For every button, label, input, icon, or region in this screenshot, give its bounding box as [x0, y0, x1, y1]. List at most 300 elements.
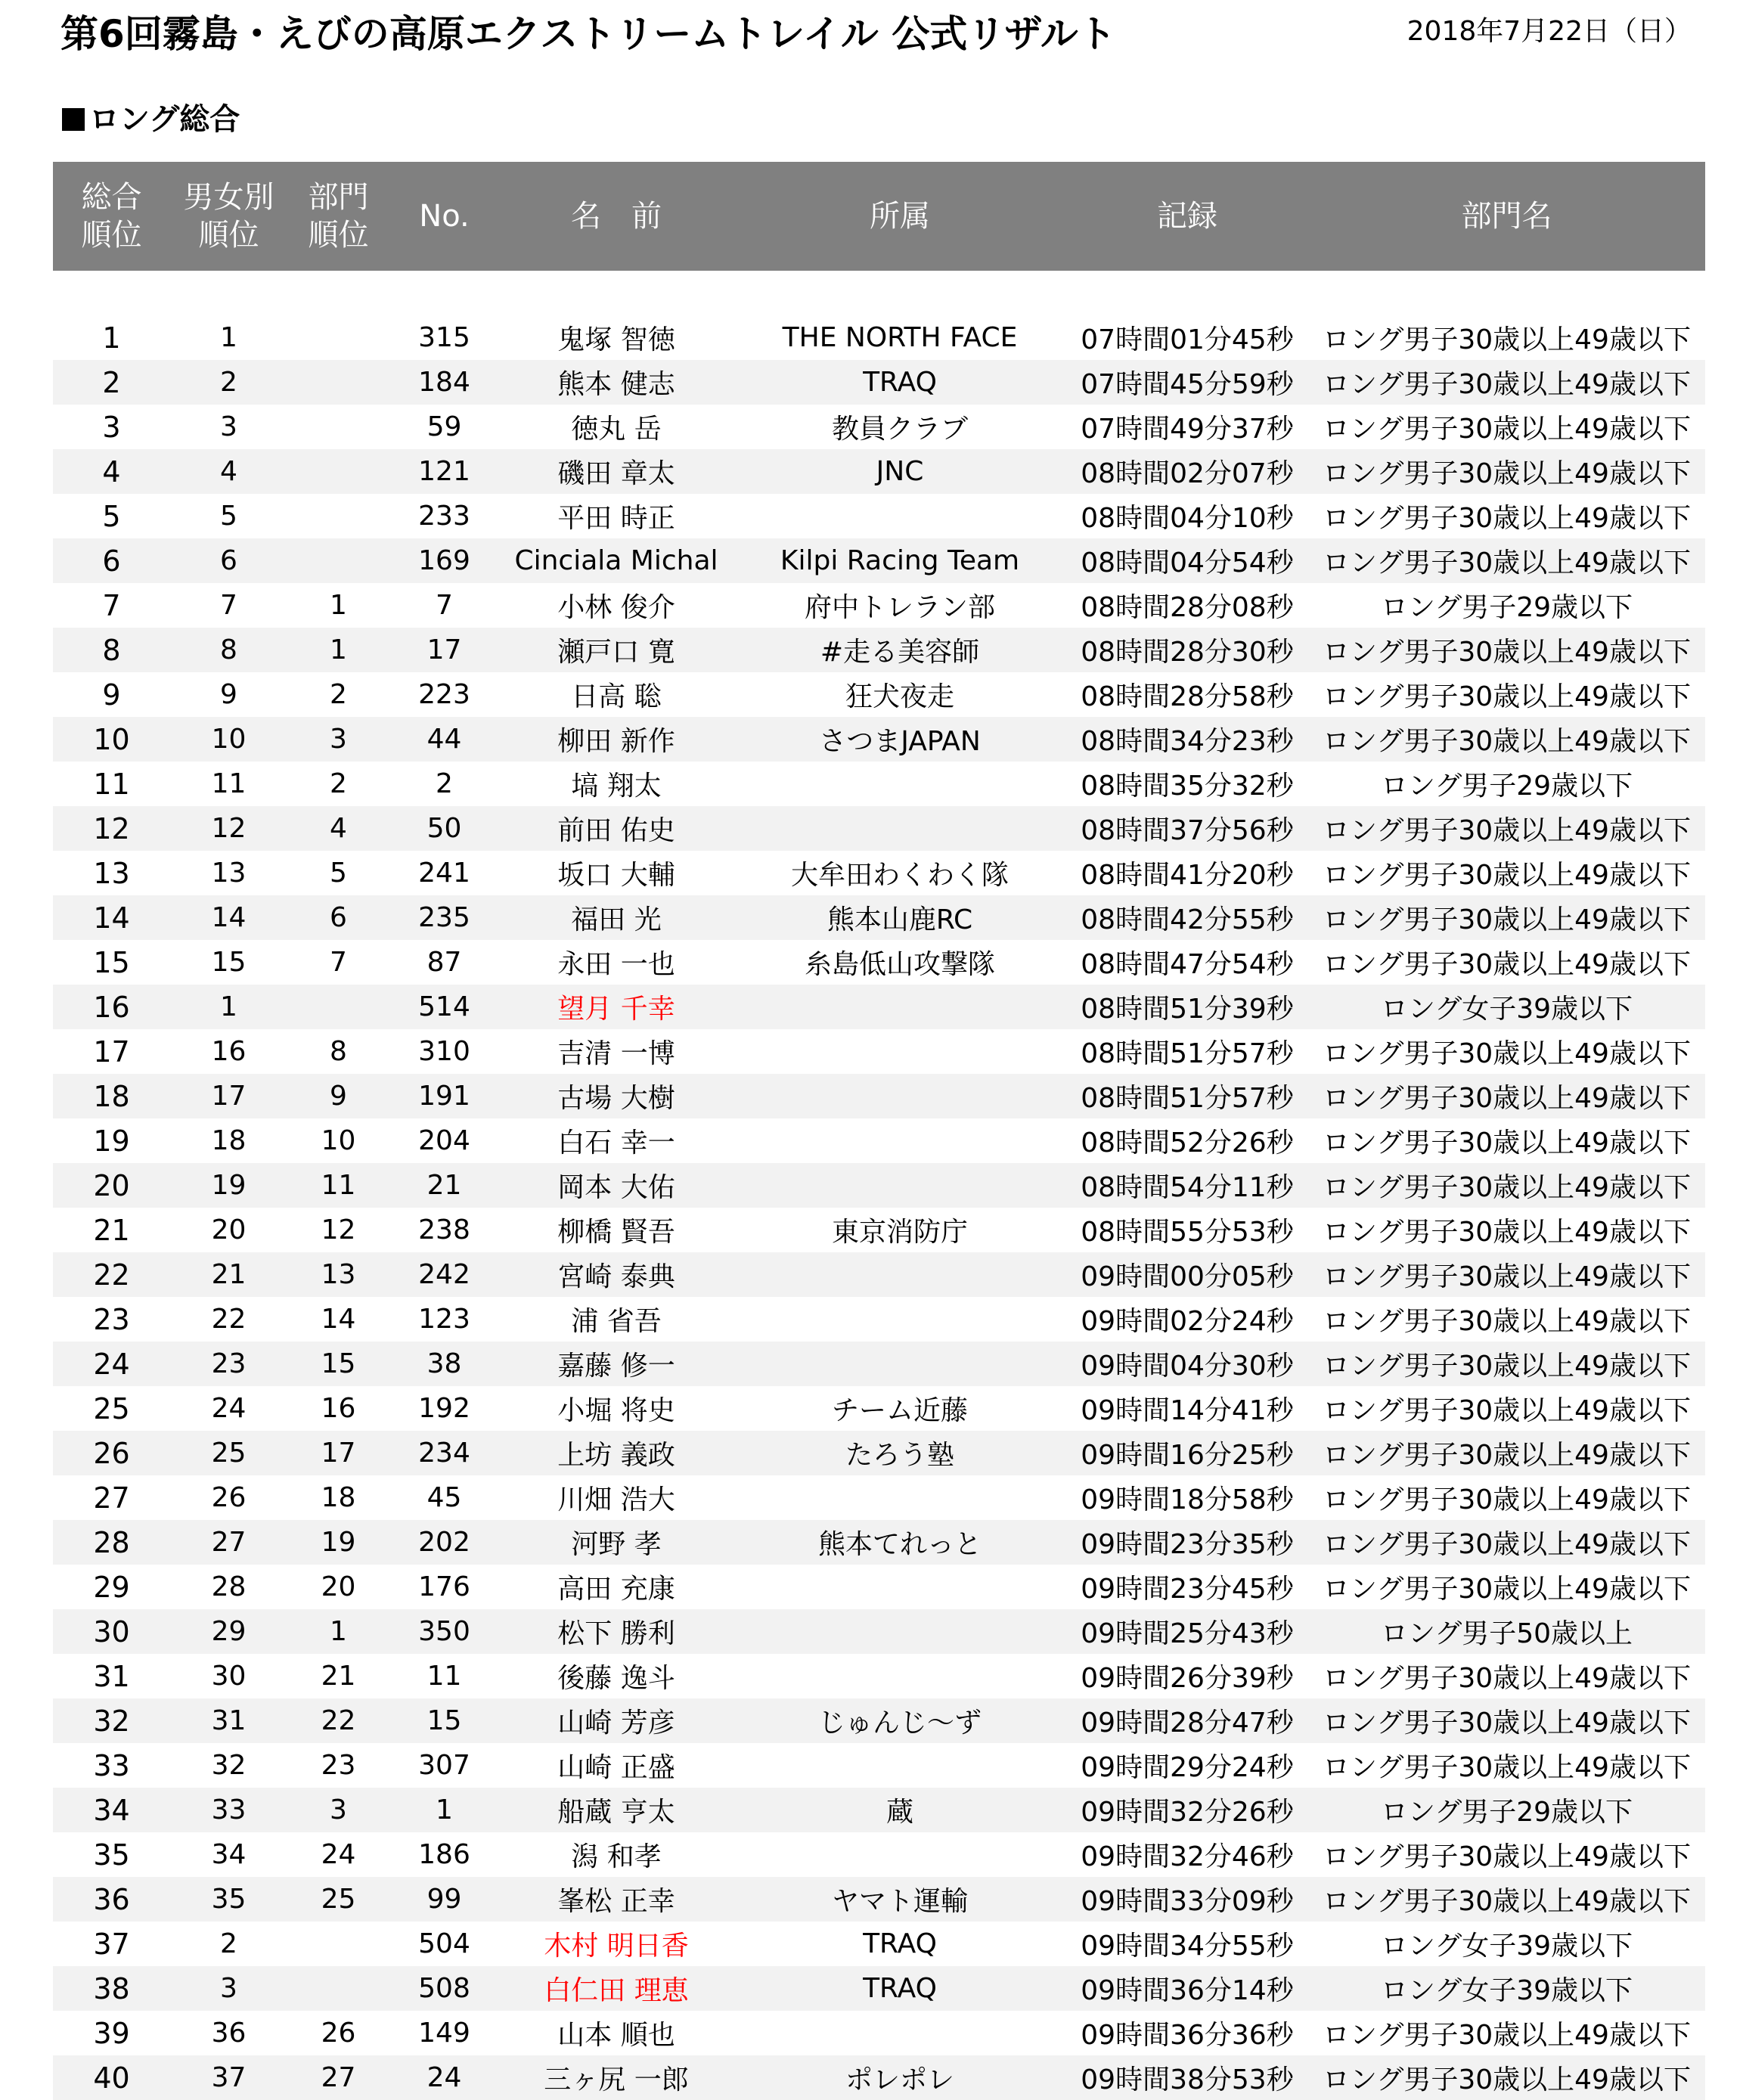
cell-name: 白石 幸一	[557, 1128, 675, 1159]
cell-division-rank: 26	[321, 2018, 356, 2049]
cell-record: 09時間36分36秒	[1081, 2020, 1294, 2051]
cell-division-name: ロング男子30歳以上49歳以下	[1323, 324, 1691, 355]
cell-gender-rank: 31	[170, 1698, 287, 1743]
cell-record: 08時間28分30秒	[1066, 628, 1308, 672]
cell-overall-rank: 5	[102, 499, 121, 533]
cell-division-name: ロング男子30歳以上49歳以下	[1323, 2020, 1691, 2051]
cell-bib-number: 184	[389, 360, 499, 405]
table-row	[53, 985, 1705, 1029]
table-row	[53, 2055, 1705, 2100]
cell-affiliation: ポレポレ	[733, 2055, 1066, 2100]
cell-record: 09時間25分43秒	[1066, 1609, 1308, 1654]
section-heading	[62, 97, 240, 142]
cell-division-name: ロング男子50歳以上	[1308, 1609, 1705, 1654]
cell-record: 08時間02分07秒	[1066, 449, 1308, 494]
cell-name: Cinciala Michal	[499, 538, 733, 583]
cell-bib-number: 191	[389, 1074, 499, 1118]
cell-gender-rank: 35	[170, 1877, 287, 1922]
cell-division-rank: 2	[330, 679, 347, 710]
cell-division-name: ロング男子30歳以上49歳以下	[1308, 1163, 1705, 1208]
cell-overall-rank: 13	[93, 856, 130, 890]
cell-bib-number: 44	[389, 717, 499, 762]
cell-record: 09時間34分55秒	[1081, 1931, 1294, 1962]
cell-affiliation: 大牟田わくわく隊	[790, 860, 1009, 891]
cell-division-name: ロング男子30歳以上49歳以下	[1308, 1877, 1705, 1922]
cell-name: 潟 和孝	[571, 1841, 662, 1872]
cell-bib-number: 15	[389, 1698, 499, 1743]
cell-record: 08時間51分57秒	[1081, 1038, 1294, 1069]
table-row	[53, 806, 1705, 851]
cell-record: 07時間01分45秒	[1081, 324, 1294, 355]
cell-name: 三ヶ尻 一郎	[499, 2055, 733, 2100]
cell-bib-number: 17	[389, 628, 499, 672]
table-row	[53, 851, 1705, 895]
col-header-division: 部門 順位	[287, 162, 389, 271]
cell-bib-number: 11	[426, 1661, 462, 1692]
cell-affiliation	[733, 1252, 1066, 1297]
cell-division-name: ロング男子30歳以上49歳以下	[1323, 1752, 1691, 1783]
cell-record: 08時間52分26秒	[1081, 1128, 1294, 1159]
cell-division-rank: 8	[330, 1036, 347, 1067]
cell-bib-number: 169	[389, 538, 499, 583]
cell-bib-number: 24	[389, 2055, 499, 2100]
cell-gender-rank: 29	[170, 1609, 287, 1654]
cell-gender-rank: 25	[170, 1431, 287, 1475]
cell-record: 08時間54分11秒	[1066, 1163, 1308, 1208]
table-row	[53, 538, 1705, 583]
cell-bib-number: 192	[418, 1393, 470, 1424]
cell-overall-rank: 18	[53, 1074, 170, 1118]
cell-gender-rank: 36	[211, 2018, 247, 2049]
cell-gender-rank: 16	[211, 1036, 247, 1067]
cell-division-name: ロング男子30歳以上49歳以下	[1308, 806, 1705, 851]
cell-division-name: ロング男子29歳以下	[1308, 1788, 1705, 1832]
table-row	[53, 1654, 1705, 1698]
cell-name: 山崎 芳彦	[499, 1698, 733, 1743]
col-header-overall: 総合 順位	[53, 162, 170, 271]
cell-division-name: ロング男子29歳以下	[1380, 771, 1633, 802]
cell-division-name: ロング男子30歳以上49歳以下	[1308, 717, 1705, 762]
cell-overall-rank: 4	[53, 449, 170, 494]
cell-bib-number: 234	[389, 1431, 499, 1475]
cell-record: 08時間28分58秒	[1081, 681, 1294, 712]
cell-affiliation	[733, 762, 1066, 806]
cell-affiliation: 東京消防庁	[831, 1217, 968, 1248]
table-row	[53, 1431, 1705, 1475]
table-row	[53, 1609, 1705, 1654]
cell-overall-rank: 16	[53, 985, 170, 1029]
cell-division-name: ロング男子30歳以上49歳以下	[1323, 1306, 1691, 1337]
cell-division-name: ロング女子39歳以下	[1380, 1931, 1633, 1962]
cell-affiliation: TRAQ	[863, 1928, 937, 1959]
table-row	[53, 494, 1705, 538]
table-row	[53, 1922, 1705, 1966]
cell-name: 古場 大樹	[499, 1074, 733, 1118]
cell-overall-rank: 17	[93, 1034, 130, 1069]
cell-division-name: ロング女子39歳以下	[1308, 985, 1705, 1029]
cell-name: 鬼塚 智徳	[557, 324, 675, 355]
cell-division-rank: 22	[287, 1698, 389, 1743]
cell-bib-number: 99	[389, 1877, 499, 1922]
cell-division-name: ロング男子30歳以上49歳以下	[1323, 1038, 1691, 1069]
cell-overall-rank: 26	[53, 1431, 170, 1475]
cell-division-name: ロング男子30歳以上49歳以下	[1308, 360, 1705, 405]
cell-gender-rank: 2	[170, 360, 287, 405]
cell-overall-rank: 12	[53, 806, 170, 851]
cell-name: 宮崎 泰典	[499, 1252, 733, 1297]
cell-gender-rank: 32	[211, 1750, 247, 1781]
cell-division-name: ロング男子30歳以上49歳以下	[1308, 1252, 1705, 1297]
cell-affiliation: じゅんじ～ず	[733, 1698, 1066, 1743]
cell-record: 09時間14分41秒	[1081, 1395, 1294, 1426]
cell-overall-rank: 36	[53, 1877, 170, 1922]
cell-division-rank: 27	[287, 2055, 389, 2100]
cell-affiliation	[733, 1609, 1066, 1654]
cell-record: 09時間36分14秒	[1066, 1966, 1308, 2011]
cell-bib-number: 50	[389, 806, 499, 851]
table-row	[53, 628, 1705, 672]
cell-name: 福田 光	[499, 895, 733, 940]
table-row	[53, 1966, 1705, 2011]
cell-name: 河野 孝	[499, 1520, 733, 1565]
table-row	[53, 449, 1705, 494]
cell-overall-rank: 2	[53, 360, 170, 405]
cell-name: 柳田 新作	[499, 717, 733, 762]
cell-record: 09時間00分05秒	[1066, 1252, 1308, 1297]
col-header-gender: 男女別 順位	[170, 162, 287, 271]
cell-division-rank	[287, 315, 389, 360]
cell-name: 前田 佑史	[499, 806, 733, 851]
table-row	[53, 717, 1705, 762]
cell-record: 09時間02分24秒	[1081, 1306, 1294, 1337]
cell-overall-rank: 19	[93, 1124, 130, 1158]
cell-name: 川畑 浩大	[557, 1484, 675, 1515]
cell-gender-rank: 24	[211, 1393, 247, 1424]
cell-overall-rank: 28	[53, 1520, 170, 1565]
cell-record: 08時間55分53秒	[1081, 1217, 1294, 1248]
cell-gender-rank: 6	[170, 538, 287, 583]
cell-affiliation	[733, 1565, 1066, 1609]
results-body	[53, 315, 1705, 2100]
cell-division-rank: 23	[321, 1750, 356, 1781]
cell-bib-number: 202	[389, 1520, 499, 1565]
cell-gender-rank: 21	[170, 1252, 287, 1297]
cell-division-rank: 25	[287, 1877, 389, 1922]
cell-affiliation: 蔵	[733, 1788, 1066, 1832]
cell-bib-number: 315	[418, 322, 470, 353]
cell-division-rank: 18	[321, 1482, 356, 1513]
cell-affiliation: 熊本山鹿RC	[733, 895, 1066, 940]
event-date: 2018年7月22日（日）	[1406, 16, 1692, 47]
cell-division-name: ロング男子30歳以上49歳以下	[1323, 1217, 1691, 1248]
cell-overall-rank: 39	[93, 2016, 130, 2050]
col-header-division-name: 部門名	[1308, 162, 1705, 271]
cell-record: 09時間04分30秒	[1066, 1342, 1308, 1386]
cell-affiliation	[733, 1074, 1066, 1118]
col-header-record: 記録	[1066, 162, 1308, 271]
cell-record: 08時間51分57秒	[1066, 1074, 1308, 1118]
cell-record: 09時間23分45秒	[1081, 1574, 1294, 1605]
cell-division-name: ロング女子39歳以下	[1308, 1966, 1705, 2011]
cell-bib-number: 59	[426, 411, 462, 442]
table-row	[53, 315, 1705, 360]
cell-overall-rank: 1	[102, 321, 121, 355]
cell-record: 09時間29分24秒	[1081, 1752, 1294, 1783]
cell-bib-number: 21	[389, 1163, 499, 1208]
cell-name: 山崎 正盛	[557, 1752, 675, 1783]
cell-division-rank	[287, 985, 389, 1029]
cell-record: 07時間45分59秒	[1066, 360, 1308, 405]
cell-bib-number: 176	[418, 1571, 470, 1602]
cell-gender-rank: 22	[211, 1304, 247, 1335]
cell-overall-rank: 8	[53, 628, 170, 672]
cell-gender-rank: 17	[170, 1074, 287, 1118]
cell-division-rank: 16	[321, 1393, 356, 1424]
cell-name: 吉清 一博	[557, 1038, 675, 1069]
cell-division-rank: 1	[287, 628, 389, 672]
cell-gender-rank: 34	[211, 1839, 247, 1870]
cell-bib-number: 123	[418, 1304, 470, 1335]
cell-overall-rank: 35	[93, 1838, 130, 1872]
table-row	[53, 1565, 1705, 1609]
table-row	[53, 1832, 1705, 1877]
table-row	[53, 405, 1705, 449]
cell-overall-rank: 30	[53, 1609, 170, 1654]
cell-bib-number: 121	[389, 449, 499, 494]
cell-affiliation: THE NORTH FACE	[782, 322, 1018, 353]
cell-record: 08時間51分39秒	[1066, 985, 1308, 1029]
cell-division-name: ロング男子30歳以上49歳以下	[1308, 1520, 1705, 1565]
cell-bib-number: 7	[436, 590, 453, 621]
cell-affiliation: たろう塾	[733, 1431, 1066, 1475]
cell-overall-rank: 34	[53, 1788, 170, 1832]
cell-affiliation	[733, 1163, 1066, 1208]
cell-record: 09時間32分26秒	[1066, 1788, 1308, 1832]
cell-affiliation: 府中トレラン部	[804, 592, 995, 623]
cell-affiliation	[733, 1342, 1066, 1386]
cell-gender-rank: 20	[211, 1214, 247, 1245]
cell-division-rank: 3	[287, 1788, 389, 1832]
cell-division-rank: 19	[287, 1520, 389, 1565]
cell-overall-rank: 32	[53, 1698, 170, 1743]
cell-affiliation	[733, 1654, 1066, 1698]
cell-gender-rank: 19	[170, 1163, 287, 1208]
cell-gender-rank: 7	[220, 590, 237, 621]
cell-gender-rank: 26	[211, 1482, 247, 1513]
cell-affiliation: ヤマト運輸	[733, 1877, 1066, 1922]
header-row	[53, 162, 1705, 271]
cell-division-rank	[287, 1922, 389, 1966]
cell-gender-rank: 1	[170, 985, 287, 1029]
cell-record: 07時間49分37秒	[1081, 414, 1294, 445]
table-row	[53, 360, 1705, 405]
cell-record: 08時間47分54秒	[1081, 949, 1294, 980]
cell-affiliation	[733, 1743, 1066, 1788]
cell-division-name: ロング男子30歳以上49歳以下	[1323, 503, 1691, 534]
cell-division-name: ロング男子30歳以上49歳以下	[1323, 1484, 1691, 1515]
cell-name: 木村 明日香	[544, 1931, 689, 1962]
cell-gender-rank: 15	[211, 947, 247, 978]
cell-gender-rank: 4	[170, 449, 287, 494]
cell-name: 小林 俊介	[557, 592, 675, 623]
table-row	[53, 940, 1705, 985]
cell-bib-number: 186	[418, 1839, 470, 1870]
cell-overall-rank: 21	[93, 1213, 130, 1247]
cell-division-rank	[287, 360, 389, 405]
cell-name: 柳橋 賢吾	[557, 1217, 675, 1248]
cell-affiliation: Kilpi Racing Team	[733, 538, 1066, 583]
cell-gender-rank: 14	[170, 895, 287, 940]
cell-name: 熊本 健志	[499, 360, 733, 405]
cell-bib-number: 235	[389, 895, 499, 940]
cell-gender-rank: 1	[220, 322, 237, 353]
cell-division-rank	[287, 449, 389, 494]
cell-division-rank: 5	[330, 858, 347, 889]
cell-bib-number: 45	[426, 1482, 462, 1513]
cell-gender-rank: 30	[211, 1661, 247, 1692]
cell-division-rank: 13	[287, 1252, 389, 1297]
cell-gender-rank: 2	[220, 1928, 237, 1959]
cell-name: 後藤 逸斗	[557, 1663, 675, 1694]
cell-bib-number: 504	[418, 1928, 470, 1959]
cell-record: 08時間28分08秒	[1081, 592, 1294, 623]
cell-overall-rank: 25	[93, 1391, 130, 1425]
cell-bib-number: 204	[418, 1125, 470, 1156]
cell-affiliation	[733, 1118, 1066, 1163]
cell-overall-rank: 10	[53, 717, 170, 762]
cell-division-name: ロング男子30歳以上49歳以下	[1323, 949, 1691, 980]
cell-gender-rank: 10	[170, 717, 287, 762]
cell-overall-rank: 14	[53, 895, 170, 940]
cell-name: 船蔵 亨太	[499, 1788, 733, 1832]
cell-affiliation: TRAQ	[733, 360, 1066, 405]
cell-division-rank: 2	[330, 768, 347, 799]
cell-overall-rank: 40	[53, 2055, 170, 2100]
cell-bib-number: 307	[418, 1750, 470, 1781]
cell-division-rank: 1	[287, 1609, 389, 1654]
cell-division-rank: 4	[287, 806, 389, 851]
cell-bib-number: 233	[418, 501, 470, 532]
cell-record: 09時間16分25秒	[1066, 1431, 1308, 1475]
cell-gender-rank: 5	[220, 501, 237, 532]
table-row	[53, 1252, 1705, 1297]
cell-bib-number: 2	[436, 768, 453, 799]
cell-name: 山本 順也	[557, 2020, 675, 2051]
cell-name: 徳丸 岳	[571, 414, 662, 445]
cell-division-name: ロング男子30歳以上49歳以下	[1308, 628, 1705, 672]
cell-name: 永田 一也	[557, 949, 675, 980]
cell-name: 白仁田 理恵	[499, 1966, 733, 2011]
cell-division-name: ロング男子30歳以上49歳以下	[1323, 1663, 1691, 1694]
cell-affiliation	[733, 1475, 1066, 1520]
cell-affiliation: TRAQ	[733, 1966, 1066, 2011]
cell-record: 09時間28分47秒	[1066, 1698, 1308, 1743]
cell-record: 08時間35分32秒	[1081, 771, 1294, 802]
cell-gender-rank: 33	[170, 1788, 287, 1832]
cell-gender-rank: 8	[170, 628, 287, 672]
cell-overall-rank: 15	[93, 945, 130, 979]
cell-gender-rank: 13	[211, 858, 247, 889]
cell-affiliation: 狂犬夜走	[845, 681, 954, 712]
results-table	[53, 162, 1705, 2100]
cell-division-rank: 12	[321, 1214, 356, 1245]
cell-overall-rank: 22	[53, 1252, 170, 1297]
cell-division-rank	[287, 405, 389, 449]
cell-gender-rank: 28	[211, 1571, 247, 1602]
cell-record: 09時間18分58秒	[1081, 1484, 1294, 1515]
cell-bib-number: 350	[389, 1609, 499, 1654]
cell-overall-rank: 7	[102, 588, 121, 622]
cell-division-name: ロング男子30歳以上49歳以下	[1308, 1074, 1705, 1118]
table-row	[53, 1297, 1705, 1342]
cell-overall-rank: 31	[93, 1659, 130, 1693]
cell-affiliation	[733, 985, 1066, 1029]
square-bullet-icon	[62, 108, 85, 131]
cell-record: 09時間32分46秒	[1081, 1841, 1294, 1872]
cell-division-rank: 3	[287, 717, 389, 762]
cell-overall-rank: 9	[102, 678, 121, 712]
cell-division-rank: 21	[321, 1661, 356, 1692]
cell-overall-rank: 11	[93, 767, 130, 801]
table-row	[53, 1520, 1705, 1565]
cell-division-rank: 9	[287, 1074, 389, 1118]
cell-division-name: ロング男子30歳以上49歳以下	[1323, 1841, 1691, 1872]
cell-division-rank	[287, 538, 389, 583]
cell-overall-rank: 3	[102, 410, 121, 444]
cell-division-name: ロング男子30歳以上49歳以下	[1308, 1431, 1705, 1475]
cell-bib-number: 223	[418, 679, 470, 710]
cell-name: 塙 翔太	[571, 771, 662, 802]
cell-affiliation	[733, 1832, 1066, 1877]
cell-bib-number: 238	[418, 1214, 470, 1245]
cell-bib-number: 310	[418, 1036, 470, 1067]
cell-gender-rank: 9	[220, 679, 237, 710]
cell-name: 岡本 大佑	[499, 1163, 733, 1208]
cell-affiliation: 糸島低山攻撃隊	[804, 949, 995, 980]
cell-record: 09時間23分35秒	[1066, 1520, 1308, 1565]
cell-overall-rank: 33	[93, 1748, 130, 1782]
cell-bib-number: 514	[389, 985, 499, 1029]
table-row	[53, 895, 1705, 940]
cell-record: 08時間41分20秒	[1081, 860, 1294, 891]
cell-division-rank: 15	[287, 1342, 389, 1386]
cell-division-rank: 17	[287, 1431, 389, 1475]
table-row	[53, 1029, 1705, 1074]
cell-division-rank	[287, 1966, 389, 2011]
table-row	[53, 762, 1705, 806]
cell-bib-number: 241	[418, 858, 470, 889]
cell-record: 08時間04分54秒	[1066, 538, 1308, 583]
cell-gender-rank: 23	[170, 1342, 287, 1386]
cell-division-name: ロング男子30歳以上49歳以下	[1308, 449, 1705, 494]
cell-division-rank: 10	[321, 1125, 356, 1156]
cell-record: 08時間42分55秒	[1066, 895, 1308, 940]
cell-division-name: ロング男子30歳以上49歳以下	[1323, 1128, 1691, 1159]
cell-overall-rank: 29	[93, 1570, 130, 1604]
cell-record: 08時間04分10秒	[1081, 503, 1294, 534]
col-header-affiliation: 所属	[733, 162, 1066, 271]
table-row	[53, 1386, 1705, 1431]
cell-name: 小堀 将史	[557, 1395, 675, 1426]
cell-name: 瀬戸口 寛	[499, 628, 733, 672]
cell-affiliation: JNC	[733, 449, 1066, 494]
cell-name: 平田 時正	[557, 503, 675, 534]
cell-record: 09時間38分53秒	[1066, 2055, 1308, 2100]
cell-affiliation	[733, 494, 1066, 538]
cell-affiliation: #走る美容師	[733, 628, 1066, 672]
col-header-no: No.	[389, 162, 499, 271]
cell-division-rank: 14	[321, 1304, 356, 1335]
